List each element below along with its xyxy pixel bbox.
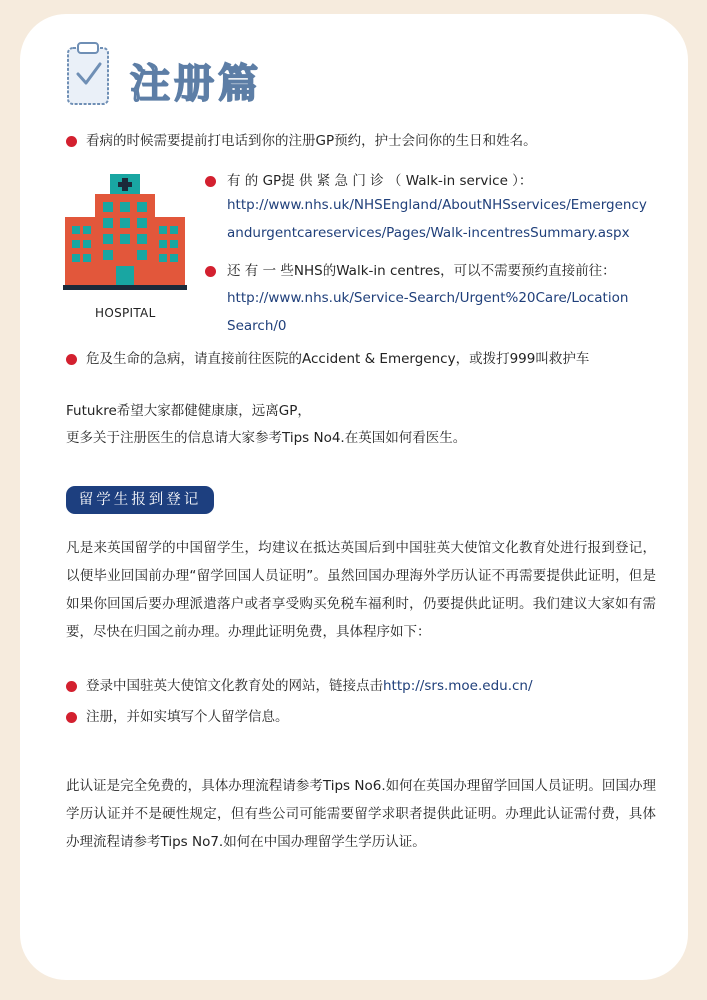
walkin-service-text: 有 的 GP提 供 紧 急 门 诊 （ Walk-in service ）： [227,173,533,189]
srs-link[interactable]: http://srs.moe.edu.cn/ [383,678,533,694]
bullet-dot [66,136,77,147]
page-title: 注册篇 [130,61,262,107]
certification-paragraph: 此认证是完全免费的，具体办理流程请参考Tips No6.如何在英国办理留学回国人员证明。回国办理学历认证并不是硬性规定，但有些公司可能需要留学求职者提供此证明。办理此认证需付费，具体办理流程请参考Tips No7.如何在中国办理留学生学历认证。 [66,778,656,850]
closing-line-1: Futukre希望大家都健健康康，远离GP， [66,403,311,419]
walkin-url-line2[interactable]: andurgentcareservices/Pages/Walk-incentresSummary.aspx [227,225,630,241]
emergency-text: 危及生命的急病，请直接前往医院的Accident & Emergency，或拨打999叫救护车 [86,351,590,367]
registration-paragraph: 凡是来英国留学的中国留学生，均建议在抵达英国后到中国驻英大使馆文化教育处进行报到登记，以便毕业回国前办理“留学回国人员证明”。虽然回国办理海外学历认证不再需要提供此证明，但是如果你回国后要办理派遣落户或者享受购买免税车福利时，仍要提供此证明。我们建议大家如有需要，尽快在归国之前办理。办理此证明免费，具体程序如下： [66,540,656,640]
centres-url-line1[interactable]: http://www.nhs.uk/Service-Search/Urgent%20Care/Location [227,290,629,306]
centres-url-line2[interactable]: Search/0 [227,318,287,334]
gp-appointment-text: 看病的时候需要提前打电话到你的注册GP预约，护士会问你的生日和姓名。 [86,133,537,149]
clipboard-check-icon [65,40,113,110]
bullet-dot [66,712,77,723]
bullet-dot [66,681,77,692]
section-badge: 留学生报到登记 [66,486,214,514]
hospital-building-icon [63,172,187,292]
bullet-dot [205,176,216,187]
closing-line-2: 更多关于注册医生的信息请大家参考Tips No4.在英国如何看医生。 [66,430,467,446]
bullet-dot [205,266,216,277]
step-1-text: 登录中国驻英大使馆文化教育处的网站，链接点击 [86,678,383,694]
bullet-dot [66,354,77,365]
walkin-url-line1[interactable]: http://www.nhs.uk/NHSEngland/AboutNHSservices/Emergency [227,197,647,213]
step-1 [86,676,533,696]
walkin-centres-text: 还 有 一 些NHS的Walk-in centres，可以不需要预约直接前往： [227,263,616,279]
hospital-label: HOSPITAL [95,306,156,320]
step-2: 注册，并如实填写个人留学信息。 [86,709,289,725]
